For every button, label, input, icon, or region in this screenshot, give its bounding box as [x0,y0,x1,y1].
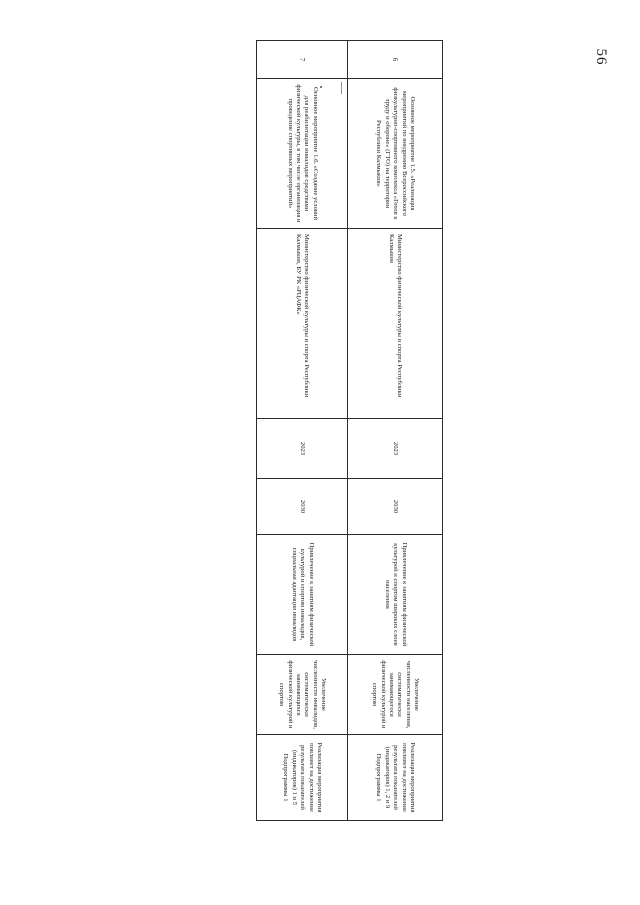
indicator-link: Реализация мероприятия повлияет на достижение результата показателей (индикаторов) 1 и 5 Подпрограммы 1 [257,735,348,821]
event-name: Основное мероприятие 1.6. «Создание условий для реабилитации инвалидов средствами физической культуры, в том числе организация и проведение спортивных мероприятий» [257,79,348,229]
end-year: 2030 [348,479,443,535]
page-number: 56 [593,48,610,66]
responsible-executor: Министерство физической культуры и спорта Республики Калмыкия [348,229,443,419]
events-table [256,40,443,821]
start-year: 2023 [348,419,443,479]
end-year: 2030 [257,479,348,535]
row-number: 7 [257,41,348,79]
expected-result: Привлечение к занятиям физической культурой и спортом широких слоев населения [348,535,443,655]
events-table-rotated [257,40,443,820]
table-row [348,41,443,821]
table-row [257,41,348,821]
event-name: Основное мероприятие 1.5. «Реализация мероприятий по внедрению Всероссийского физкультурно-спортивного комплекса «Готов к труду и обороне» (ГТО) на территории Республики Калмыкия» [348,79,443,229]
start-year: 2023 [257,419,348,479]
row-number: 6 [348,41,443,79]
indicator-link: Реализация мероприятия повлияет на достижение результата показателей (индикаторов) 1, 2 и 9 Подпрограммы 1 [348,735,443,821]
expected-result: Привлечение к занятиям физической культурой и спортом инвалидов, социальная адаптация инвалидов [257,535,348,655]
expected-effect: Увеличение численности инвалидов, систематически занимающихся физической культурой и спортом [257,655,348,735]
responsible-executor: Министерство физической культуры и спорта Республики Калмыкия, БУ РК «РЦАФК» [257,229,348,419]
expected-effect: Увеличение численности населения, систематически занимающегося физической культурой и спортом [348,655,443,735]
